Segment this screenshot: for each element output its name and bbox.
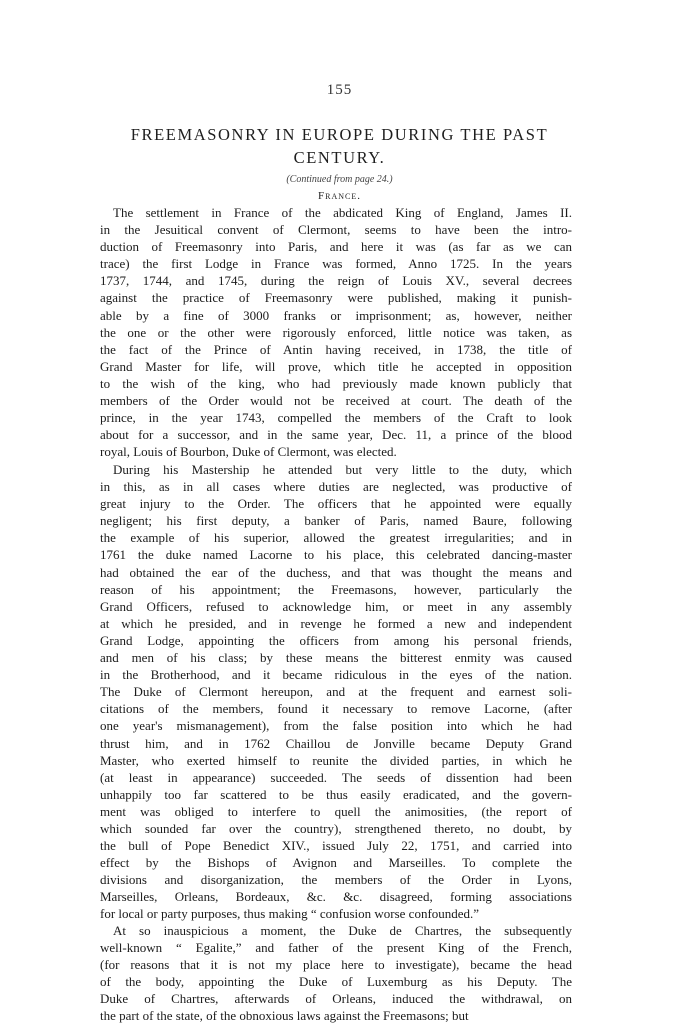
text-line: ment was obliged to interfere to quell the animosities, (the report of [100,803,572,819]
text-line: negligent; his first deputy, a banker of Paris, named Baure, following [100,513,572,529]
text-line: effect by the Bishops of Avignon and Marseilles. To complete the [100,855,572,871]
text-line: the one or the other were rigorously enforced, little notice was taken, as [100,324,572,340]
text-line: prince, in the year 1743, compelled the members of the Craft to look [100,410,572,426]
text-line: At so inauspicious a moment, the Duke de Chartres, the subsequently [113,923,572,938]
text-line: During his Mastership he attended but very little to the duty, which [113,462,572,477]
text-line: Grand Officers, refused to acknowledge him, or meet in any assembly [100,598,572,614]
paragraph-2 [100,461,572,923]
text-line: unhappily too far scattered to be thus easily eradicated, and the govern- [100,786,572,802]
text-line: of the body, appointing the Duke of Luxemburg as his Deputy. The [100,974,572,990]
text-line: in the Brotherhood, and it became ridiculous in the eyes of the nation. [100,667,572,683]
text-line: (for reasons that it is not my place here to investigate), became the head [100,957,572,973]
text-line: the bull of Pope Benedict XIV., issued July 22, 1751, and carried into [100,838,572,854]
text-line: trace) the first Lodge in France was formed, Anno 1725. In the years [100,256,572,272]
text-line: one year's mismanagement), from the false position into which he had [100,718,572,734]
text-line: reason of his appointment; the Freemasons, however, particularly the [100,581,572,597]
text-line: citations of the members, found it necessary to remove Lacorne, (after [100,701,572,717]
text-line: well-known “ Egalite,” and father of the present King of the French, [100,940,572,956]
text-line: at which he presided, and in revenge he formed a new and independent [100,615,572,631]
text-line: duction of Freemasonry into Paris, and here it was (as far as we can [100,239,572,255]
article-title-line-2: CENTURY. [293,148,386,167]
text-line: great injury to the Order. The officers that he appointed were equally [100,496,572,512]
text-line: Duke of Chartres, afterwards of Orleans, induced the withdrawal, on [100,991,572,1007]
text-line: thrust him, and in 1762 Chaillou de Jonville became Deputy Grand [100,735,572,751]
text-line: Marseilles, Orleans, Bordeaux, &c. &c. disagreed, forming associations [100,889,572,905]
text-line: the example of his superior, allowed the greatest irregularities; and in [100,530,572,546]
text-line: The settlement in France of the abdicated King of England, James II. [113,205,572,220]
text-line: Grand Lodge, appointing the officers from among his personal friends, [100,632,572,648]
continued-note: (Continued from page 24.) [286,174,393,185]
text-line: able by a fine of 3000 franks or imprisonment; as, however, neither [100,307,572,323]
text-line: to the wish of the king, who had previously made known publicly that [100,375,572,391]
section-heading: France. [318,190,361,202]
text-line: Master, who exerted himself to reunite the divided parties, in which he [100,752,572,768]
article-title-line-1: FREEMASONRY IN EUROPE DURING THE PAST [130,125,549,144]
text-line: the part of the state, of the obnoxious laws against the Freemasons; but [100,1008,469,1024]
text-line: royal, Louis of Bourbon, Duke of Clermont, was elected. [100,444,397,460]
text-line: had obtained the ear of the duchess, and that was thought the means and [100,564,572,580]
page-number: 155 [326,82,353,98]
text-line: 1761 the duke named Lacorne to his place, this celebrated dancing-master [100,547,572,563]
text-line: the fact of the Prince of Antin having received, in 1738, the title of [100,341,572,357]
text-line: which sounded far over the country), strengthened thereto, no doubt, by [100,820,572,836]
text-line: for local or party purposes, thus making “ confusion worse confounded.” [100,906,480,922]
text-line: in the Jesuitical convent of Clermont, seems to have been the intro- [100,222,572,238]
text-line: members of the Order would not be received at court. The death of the [100,393,572,409]
text-line: (at least in appearance) succeeded. The seeds of dissention had been [100,769,572,785]
text-line: The Duke of Clermont hereupon, and at the frequent and earnest soli- [100,684,572,700]
text-line: about for a successor, and in the same year, Dec. 11, a prince of the blood [100,427,572,443]
text-line: 1737, 1744, and 1745, during the reign of Louis XV., several decrees [100,273,572,289]
paragraph-1 [100,204,572,460]
paragraph-3 [100,922,572,1025]
text-line: and men of his class; by these means the bitterest enmity was caused [100,650,572,666]
text-line: against the practice of Freemasonry were published, making it punish- [100,290,572,306]
text-line: in this, as in all cases where duties are neglected, was productive of [100,479,572,495]
text-line: divisions and disorganization, the members of the Order in Lyons, [100,872,572,888]
text-line: Grand Master for life, will prove, which title he accepted in opposition [100,358,572,374]
